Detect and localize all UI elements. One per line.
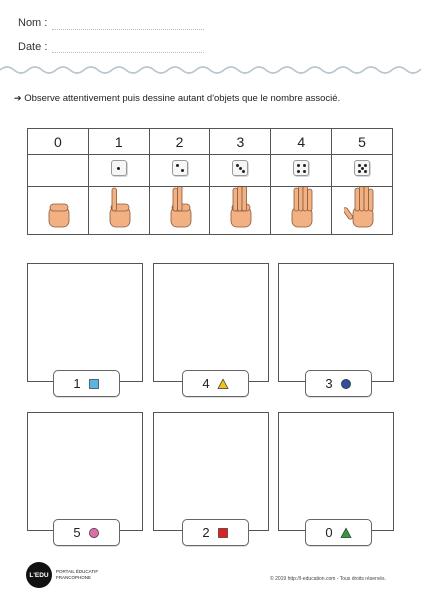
die-pip bbox=[364, 170, 367, 173]
instruction bbox=[14, 93, 340, 104]
die-pip bbox=[364, 164, 367, 167]
die-pip bbox=[239, 167, 242, 170]
number-cell bbox=[88, 129, 149, 155]
triangle-icon bbox=[217, 378, 229, 390]
die-icon bbox=[354, 160, 370, 176]
drawing-box[interactable] bbox=[27, 263, 143, 382]
number-cell bbox=[210, 129, 271, 155]
dice-cell bbox=[210, 155, 271, 187]
hand-icon bbox=[344, 187, 380, 229]
hand-cell bbox=[28, 187, 89, 235]
number-cell bbox=[28, 129, 89, 155]
date-label bbox=[18, 41, 47, 53]
hand-icon bbox=[101, 187, 137, 229]
number-label: 1 bbox=[114, 133, 123, 150]
hand-icon bbox=[40, 187, 76, 229]
count-tag bbox=[53, 370, 120, 397]
wavy-divider bbox=[0, 60, 421, 80]
name-label bbox=[18, 17, 47, 29]
count-number: 5 bbox=[73, 525, 81, 540]
hand-cell bbox=[88, 187, 149, 235]
numbers-row bbox=[28, 129, 393, 155]
brand-text bbox=[56, 569, 98, 581]
date-separator: : bbox=[44, 41, 48, 53]
count-tag bbox=[53, 519, 120, 546]
count-tag bbox=[305, 519, 372, 546]
circle-icon bbox=[340, 378, 352, 390]
square-icon bbox=[88, 378, 100, 390]
die-pip bbox=[303, 170, 306, 173]
hand-cell bbox=[210, 187, 271, 235]
dice-cell bbox=[88, 155, 149, 187]
die-pip bbox=[297, 170, 300, 173]
drawing-box[interactable] bbox=[27, 412, 143, 531]
die-pip bbox=[303, 164, 306, 167]
die-icon bbox=[232, 160, 248, 176]
die-pip bbox=[117, 167, 120, 170]
hand-icon bbox=[283, 187, 319, 229]
dice-cell bbox=[149, 155, 210, 187]
brand-line-1: PORTAIL ÉDUCATIF bbox=[56, 569, 99, 574]
drawing-box[interactable] bbox=[278, 263, 394, 382]
count-number: 4 bbox=[202, 376, 210, 391]
die-icon bbox=[172, 160, 188, 176]
ledu-logo bbox=[26, 562, 52, 588]
count-tag bbox=[182, 519, 249, 546]
date-field[interactable] bbox=[52, 52, 204, 53]
drawing-box[interactable] bbox=[278, 412, 394, 531]
name-label-text: Nom bbox=[18, 17, 42, 29]
drawing-box[interactable] bbox=[153, 263, 269, 382]
drawing-box[interactable] bbox=[153, 412, 269, 531]
number-cell bbox=[332, 129, 393, 155]
die-pip bbox=[297, 164, 300, 167]
number-cell bbox=[149, 129, 210, 155]
count-number: 1 bbox=[73, 376, 81, 391]
arrow-bullet-icon: ➔ bbox=[14, 93, 22, 103]
name-separator: : bbox=[44, 17, 48, 29]
die-icon bbox=[293, 160, 309, 176]
count-number: 2 bbox=[202, 525, 210, 540]
copyright-text: © 2019 http://l-education.com - Tous droits réservés. bbox=[270, 576, 386, 582]
name-field[interactable] bbox=[52, 29, 204, 30]
date-label-text: Date bbox=[18, 41, 42, 53]
hand-icon bbox=[222, 187, 258, 229]
number-cell bbox=[271, 129, 332, 155]
instruction-text: Observe attentivement puis dessine autant d'objets que le nombre associé. bbox=[24, 93, 341, 104]
hand-cell bbox=[149, 187, 210, 235]
die-pip bbox=[358, 164, 361, 167]
triangle-icon bbox=[340, 527, 352, 539]
hand-cell bbox=[271, 187, 332, 235]
die-pip bbox=[358, 170, 361, 173]
number-label: 3 bbox=[236, 133, 245, 150]
number-label: 2 bbox=[175, 133, 184, 150]
die-pip bbox=[242, 170, 245, 173]
die-icon bbox=[111, 160, 127, 176]
square-icon bbox=[217, 527, 229, 539]
count-number: 0 bbox=[325, 525, 333, 540]
die-pip bbox=[236, 164, 239, 167]
hand-icon bbox=[162, 187, 198, 229]
number-label: 4 bbox=[297, 133, 306, 150]
brand-line-2: FRANCOPHONE bbox=[56, 575, 92, 580]
count-number: 3 bbox=[325, 376, 333, 391]
die-pip bbox=[176, 164, 179, 167]
logo-text: L'EDU bbox=[29, 571, 49, 579]
dice-cell bbox=[28, 155, 89, 187]
die-pip bbox=[181, 169, 184, 172]
dice-cell bbox=[332, 155, 393, 187]
number-label: 0 bbox=[54, 133, 62, 150]
die-pip bbox=[361, 167, 364, 170]
count-tag bbox=[182, 370, 249, 397]
dice-cell bbox=[271, 155, 332, 187]
hand-cell bbox=[332, 187, 393, 235]
dice-row bbox=[28, 155, 393, 187]
reference-table bbox=[27, 128, 393, 235]
count-tag bbox=[305, 370, 372, 397]
number-label: 5 bbox=[358, 133, 366, 150]
hands-row bbox=[28, 187, 393, 235]
circle-icon bbox=[88, 527, 100, 539]
